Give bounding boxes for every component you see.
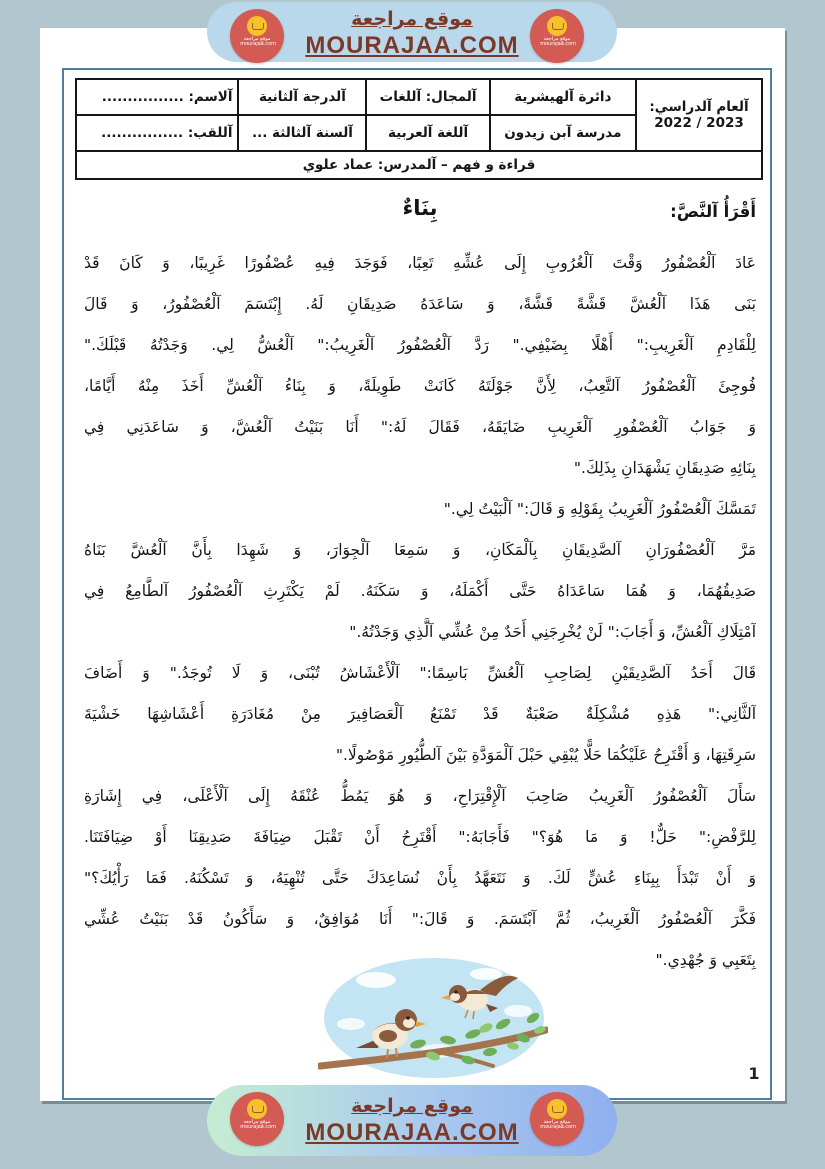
mourajaa-banner-link[interactable] bbox=[207, 1085, 617, 1156]
activity-cell: قراءة و فهم – آلمدرس: عماد علوي bbox=[76, 151, 762, 179]
school-year-value: 2022 / 2023 bbox=[654, 115, 744, 131]
surname-field: آللقب: ................ bbox=[76, 115, 238, 151]
logo-text-arabic: موقع مراجعة bbox=[243, 1118, 271, 1125]
birds-illustration-svg bbox=[318, 956, 548, 1088]
logo-text-arabic: موقع مراجعة bbox=[543, 1118, 571, 1125]
story-line: آلثَّانِي:" هَذِهِ مُشْكِلَةٌ صَعْبَةٌ قَدْ تَمْنَعُ آلْعَصَافِيرَ مِنْ مُغَادَرَةِ أَعْشَاشِهَا خَشْيَةَ bbox=[84, 705, 756, 723]
banner-title-url[interactable]: MOURAJAA.COM bbox=[305, 32, 519, 59]
story-line: سَرِقَتِهَا، وَ أَقْتَرِحُ عَلَيْكُمَا حَلًّا يُبْقِي حَبْلَ آلْمَوَدَّةِ بَيْنَ آلطُّيُورِ مَوْصُولًا." bbox=[335, 746, 756, 764]
header-table bbox=[75, 78, 763, 180]
school-year-label: آلعام آلدراسي: bbox=[649, 99, 749, 115]
subject-cell: آللغة آلعربية bbox=[366, 115, 489, 151]
name-field: آلاسم: ................ bbox=[76, 79, 238, 115]
story-line: تَمَسَّكَ آلْعُصْفُورُ آلْغَرِيبُ بِقَوْلِهِ وَ قَالَ:" آلْبَيْتُ لِي." bbox=[443, 500, 756, 518]
story-text bbox=[84, 243, 756, 981]
logo-text-url: mourajaa.com bbox=[540, 1123, 576, 1130]
school-year-cell bbox=[636, 79, 762, 151]
story-line: وَ أَنْ تَبْدَأَ بِبِنَاءِ عُشٍّ لَكَ. وَ نَتَعَهَّدُ بِأَنْ نُسَاعِدَكَ حَتَّى تُنْهِيَهُ، وَ تَسْكُنَهُ. فَمَا رَأْيُكَ؟" bbox=[84, 869, 756, 887]
story-line: لِلرَّفْضِ:" حَلٌّ! وَ مَا هُوَ؟" فَأَجَابَهُ:" أَقْتَرِحُ أَنْ تَقْبَلَ ضِيَافَةَ صَدِيقِنَا أَوْ ضِيَافَتَنَا. bbox=[84, 828, 756, 846]
story-line: لِلْقَادِمِ آلْغَرِيبِ:" أَهْلًا بِضَيْفِي." رَدَّ آلْعُصْفُورُ آلْغَرِيبُ:" آلْعُشُّ لِي. وَجَدْتُهُ قَبْلَكَ." bbox=[84, 336, 756, 354]
grade-cell: آلدرجة آلثانية bbox=[238, 79, 366, 115]
story-line: مَرَّ آلْعُصْفُورَانِ آلصَّدِيقَانِ بِآلْمَكَانِ، وَ سَمِعَا آلْجِوَارَ، وَ شَهِدَا بِأَنَّ آلْعُشَّ بَنَاهُ bbox=[84, 541, 756, 559]
domain-cell: آلمجال: آللغات bbox=[366, 79, 489, 115]
table-row bbox=[76, 151, 762, 179]
story-line: وَ جَوَابُ آلْعُصْفُورِ آلْغَرِيبِ ضَايَقَهُ، فَقَالَ لَهُ:" أَنَا بَنَيْتُ آلْعُشَّ، وَ سَاعَدَنِي فِي bbox=[84, 418, 756, 436]
story-title: بِنَاءٌ bbox=[402, 196, 438, 220]
story-line: بِتَعَبِي وَ جُهْدِي." bbox=[655, 951, 756, 969]
banner-title-arabic[interactable]: موقع مراجعة bbox=[351, 8, 473, 30]
story-line: بَنَى هَذَا آلْعُشَّ قَشَّةً قَشَّةً، وَ سَاعَدَهُ صَدِيقَانِ لَهُ. إِبْتَسَمَ آلْعُصْفُورُ، وَ قَالَ bbox=[84, 295, 756, 313]
district-cell: دائرة آلهيشرية bbox=[490, 79, 636, 115]
school-cell: مدرسة آبن زيدون bbox=[490, 115, 636, 151]
story-line: فَكَّرَ آلْعُصْفُورُ آلْغَرِيبُ، ثُمَّ آبْتَسَمَ. وَ قَالَ:" أَنَا مُوَافِقٌ، وَ سَأَكُونُ قَدْ بَنَيْتُ عُشِّي bbox=[84, 910, 756, 928]
story-line: صَدِيقُهُمَا، وَ هُمَا سَاعَدَاهُ حَتَّى أَكْمَلَهُ، وَ سَكَنَهُ. لَمْ يَكْتَرِثِ آلْعُصْفُورُ آلطَّامِعُ فِي bbox=[84, 582, 756, 600]
logo-text-url: mourajaa.com bbox=[240, 40, 276, 47]
banner-title-url[interactable]: MOURAJAA.COM bbox=[305, 1119, 519, 1146]
read-text-label: أَقْرَأُ آلنَّصَّ: bbox=[670, 202, 756, 221]
story-line: آمْتِلَاكِ آلْعُشِّ، وَ أَجَابَ:" لَنْ يُخْرِجَنِي أَحَدٌ مِنْ عُشِّي آلَّذِي وَجَدْتُهُ." bbox=[349, 623, 756, 641]
logo-text-arabic: موقع مراجعة bbox=[243, 35, 271, 42]
story-line: قَالَ أَحَدُ آلصَّدِيقَيْنِ لِصَاحِبِ آلْعُشِّ بَاسِمًا:" آلْأَعْشَاشُ تُبْنَى، وَ لَا تُوجَدُ." وَ أَضَافَ bbox=[84, 664, 756, 682]
story-line: سَأَلَ آلْعُصْفُورُ آلْغَرِيبُ صَاحِبَ آلْإِقْتِرَاحِ، وَ هُوَ يَمُطُّ عُنْقَهُ إِلَى آلْأَعْلَى، فِي إِشَارَةِ bbox=[84, 787, 756, 805]
banner-title-arabic[interactable]: موقع مراجعة bbox=[351, 1095, 473, 1117]
story-line: عَادَ آلْعُصْفُورُ وَقْتَ آلْغُرُوبِ إِلَى عُشِّهِ تَعِبًا، فَوَجَدَ فِيهِ عُصْفُورًا غَرِيبًا، وَ كَانَ قَدْ bbox=[84, 254, 756, 272]
logo-text-url: mourajaa.com bbox=[540, 40, 576, 47]
logo-text-arabic: موقع مراجعة bbox=[543, 35, 571, 42]
story-line: فُوجِئَ آلْعُصْفُورُ آلتَّعِبُ، لِأَنَّ جَوْلَتَهُ كَانَتْ طَوِيلَةً، وَ بِنَاءُ آلْعُشِّ أَخَذَ مِنْهُ أَيَّامًا، bbox=[84, 377, 756, 395]
year-level-cell: آلسنة آلثالثة ... bbox=[238, 115, 366, 151]
birds-illustration bbox=[318, 956, 548, 1088]
page-number: 1 bbox=[748, 1064, 760, 1083]
table-row bbox=[76, 79, 762, 115]
logo-text-url: mourajaa.com bbox=[240, 1123, 276, 1130]
mourajaa-banner-link[interactable] bbox=[207, 2, 617, 62]
story-line: بِنَائِهِ صَدِيقَانِ يَشْهَدَانِ بِذَلِكَ." bbox=[573, 459, 756, 477]
